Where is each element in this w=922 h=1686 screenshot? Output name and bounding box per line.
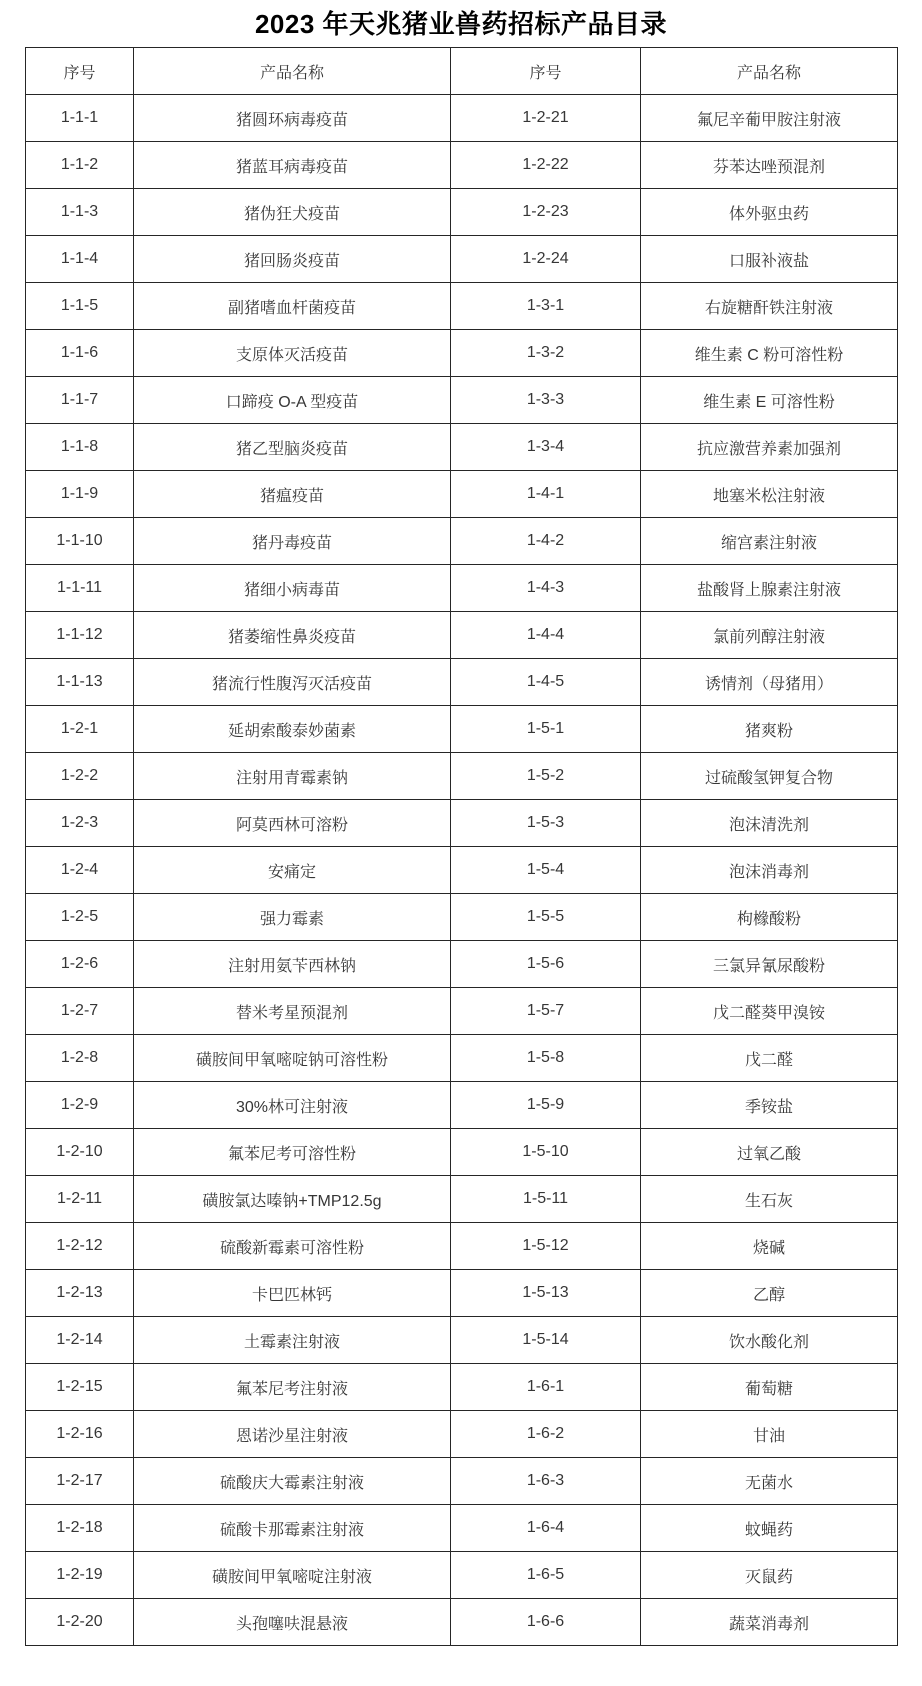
- product-name-cell: 诱情剂（母猪用）: [641, 659, 898, 706]
- serial-cell: 1-1-4: [26, 236, 134, 283]
- serial-cell: 1-3-2: [451, 330, 641, 377]
- product-name-cell: 灭鼠药: [641, 1552, 898, 1599]
- table-row: [26, 1317, 898, 1364]
- serial-cell: 1-1-1: [26, 95, 134, 142]
- table-row: [26, 1364, 898, 1411]
- table-row: [26, 753, 898, 800]
- product-name-cell: 过氧乙酸: [641, 1129, 898, 1176]
- product-name-cell: 替米考星预混剂: [134, 988, 451, 1035]
- serial-cell: 1-1-7: [26, 377, 134, 424]
- serial-cell: 1-2-21: [451, 95, 641, 142]
- product-name-cell: 饮水酸化剂: [641, 1317, 898, 1364]
- table-row: [26, 1129, 898, 1176]
- product-name-cell: 猪细小病毒苗: [134, 565, 451, 612]
- table-row: [26, 283, 898, 330]
- product-name-cell: 猪流行性腹泻灭活疫苗: [134, 659, 451, 706]
- serial-cell: 1-5-14: [451, 1317, 641, 1364]
- serial-cell: 1-1-3: [26, 189, 134, 236]
- table-row: [26, 1270, 898, 1317]
- product-name-cell: 体外驱虫药: [641, 189, 898, 236]
- serial-cell: 1-5-1: [451, 706, 641, 753]
- serial-cell: 1-1-10: [26, 518, 134, 565]
- serial-cell: 1-6-4: [451, 1505, 641, 1552]
- product-name-cell: 三氯异氰尿酸粉: [641, 941, 898, 988]
- serial-cell: 1-2-20: [26, 1599, 134, 1646]
- table-row: [26, 330, 898, 377]
- product-catalog-table: [25, 47, 898, 1646]
- product-name-cell: 蚊蝇药: [641, 1505, 898, 1552]
- serial-cell: 1-2-9: [26, 1082, 134, 1129]
- serial-cell: 1-1-9: [26, 471, 134, 518]
- product-name-cell: 氟尼辛葡甲胺注射液: [641, 95, 898, 142]
- product-name-cell: 地塞米松注射液: [641, 471, 898, 518]
- product-name-cell: 支原体灭活疫苗: [134, 330, 451, 377]
- serial-cell: 1-1-8: [26, 424, 134, 471]
- serial-cell: 1-5-11: [451, 1176, 641, 1223]
- serial-cell: 1-1-11: [26, 565, 134, 612]
- product-name-cell: 猪蓝耳病毒疫苗: [134, 142, 451, 189]
- product-name-cell: 过硫酸氢钾复合物: [641, 753, 898, 800]
- product-name-cell: 氟苯尼考可溶性粉: [134, 1129, 451, 1176]
- product-name-cell: 磺胺间甲氧嘧啶钠可溶性粉: [134, 1035, 451, 1082]
- product-name-cell: 注射用青霉素钠: [134, 753, 451, 800]
- product-name-cell: 氟苯尼考注射液: [134, 1364, 451, 1411]
- product-name-cell: 生石灰: [641, 1176, 898, 1223]
- serial-cell: 1-4-1: [451, 471, 641, 518]
- table-row: [26, 1411, 898, 1458]
- table-row: [26, 189, 898, 236]
- table-row: [26, 236, 898, 283]
- product-name-cell: 磺胺氯达嗪钠+TMP12.5g: [134, 1176, 451, 1223]
- table-row: [26, 1458, 898, 1505]
- table-row: [26, 518, 898, 565]
- serial-cell: 1-2-1: [26, 706, 134, 753]
- serial-cell: 1-2-6: [26, 941, 134, 988]
- product-name-cell: 头孢噻呋混悬液: [134, 1599, 451, 1646]
- serial-cell: 1-3-1: [451, 283, 641, 330]
- product-name-cell: 猪萎缩性鼻炎疫苗: [134, 612, 451, 659]
- product-name-cell: 烧碱: [641, 1223, 898, 1270]
- product-name-cell: 甘油: [641, 1411, 898, 1458]
- serial-cell: 1-5-7: [451, 988, 641, 1035]
- serial-cell: 1-1-13: [26, 659, 134, 706]
- column-header-product-left: 产品名称: [134, 48, 451, 95]
- product-name-cell: 乙醇: [641, 1270, 898, 1317]
- serial-cell: 1-5-9: [451, 1082, 641, 1129]
- product-name-cell: 泡沫清洗剂: [641, 800, 898, 847]
- product-name-cell: 枸橼酸粉: [641, 894, 898, 941]
- column-header-serial-right: 序号: [451, 48, 641, 95]
- product-name-cell: 芬苯达唑预混剂: [641, 142, 898, 189]
- product-name-cell: 盐酸肾上腺素注射液: [641, 565, 898, 612]
- product-name-cell: 戊二醛葵甲溴铵: [641, 988, 898, 1035]
- serial-cell: 1-2-18: [26, 1505, 134, 1552]
- table-row: [26, 612, 898, 659]
- table-row: [26, 1035, 898, 1082]
- table-row: [26, 1599, 898, 1646]
- product-name-cell: 右旋糖酐铁注射液: [641, 283, 898, 330]
- product-name-cell: 注射用氨苄西林钠: [134, 941, 451, 988]
- serial-cell: 1-4-5: [451, 659, 641, 706]
- product-name-cell: 30%林可注射液: [134, 1082, 451, 1129]
- serial-cell: 1-3-4: [451, 424, 641, 471]
- serial-cell: 1-2-12: [26, 1223, 134, 1270]
- product-name-cell: 卡巴匹林钙: [134, 1270, 451, 1317]
- product-name-cell: 磺胺间甲氧嘧啶注射液: [134, 1552, 451, 1599]
- table-row: [26, 1505, 898, 1552]
- serial-cell: 1-5-12: [451, 1223, 641, 1270]
- product-name-cell: 无菌水: [641, 1458, 898, 1505]
- serial-cell: 1-2-22: [451, 142, 641, 189]
- product-name-cell: 延胡索酸泰妙菌素: [134, 706, 451, 753]
- table-row: [26, 377, 898, 424]
- document-page: [0, 9, 922, 1646]
- table-row: [26, 424, 898, 471]
- product-name-cell: 猪回肠炎疫苗: [134, 236, 451, 283]
- serial-cell: 1-5-10: [451, 1129, 641, 1176]
- serial-cell: 1-5-2: [451, 753, 641, 800]
- product-name-cell: 猪丹毒疫苗: [134, 518, 451, 565]
- serial-cell: 1-2-4: [26, 847, 134, 894]
- serial-cell: 1-2-15: [26, 1364, 134, 1411]
- serial-cell: 1-6-3: [451, 1458, 641, 1505]
- product-name-cell: 副猪嗜血杆菌疫苗: [134, 283, 451, 330]
- table-row: [26, 1176, 898, 1223]
- serial-cell: 1-2-3: [26, 800, 134, 847]
- serial-cell: 1-4-4: [451, 612, 641, 659]
- serial-cell: 1-5-6: [451, 941, 641, 988]
- serial-cell: 1-2-11: [26, 1176, 134, 1223]
- serial-cell: 1-5-8: [451, 1035, 641, 1082]
- product-name-cell: 猪爽粉: [641, 706, 898, 753]
- table-row: [26, 941, 898, 988]
- product-name-cell: 猪伪狂犬疫苗: [134, 189, 451, 236]
- serial-cell: 1-6-2: [451, 1411, 641, 1458]
- serial-cell: 1-2-17: [26, 1458, 134, 1505]
- serial-cell: 1-6-6: [451, 1599, 641, 1646]
- product-name-cell: 口服补液盐: [641, 236, 898, 283]
- column-header-product-right: 产品名称: [641, 48, 898, 95]
- product-name-cell: 猪圆环病毒疫苗: [134, 95, 451, 142]
- serial-cell: 1-2-14: [26, 1317, 134, 1364]
- serial-cell: 1-2-19: [26, 1552, 134, 1599]
- serial-cell: 1-2-8: [26, 1035, 134, 1082]
- table-row: [26, 565, 898, 612]
- serial-cell: 1-5-4: [451, 847, 641, 894]
- serial-cell: 1-5-5: [451, 894, 641, 941]
- product-name-cell: 泡沫消毒剂: [641, 847, 898, 894]
- serial-cell: 1-1-5: [26, 283, 134, 330]
- serial-cell: 1-2-24: [451, 236, 641, 283]
- product-name-cell: 阿莫西林可溶粉: [134, 800, 451, 847]
- table-row: [26, 894, 898, 941]
- product-name-cell: 恩诺沙星注射液: [134, 1411, 451, 1458]
- product-name-cell: 猪瘟疫苗: [134, 471, 451, 518]
- table-row: [26, 471, 898, 518]
- serial-cell: 1-6-5: [451, 1552, 641, 1599]
- table-row: [26, 847, 898, 894]
- table-row: [26, 142, 898, 189]
- serial-cell: 1-2-16: [26, 1411, 134, 1458]
- serial-cell: 1-5-13: [451, 1270, 641, 1317]
- serial-cell: 1-1-6: [26, 330, 134, 377]
- product-name-cell: 抗应激营养素加强剂: [641, 424, 898, 471]
- table-body: [26, 95, 898, 1646]
- product-name-cell: 强力霉素: [134, 894, 451, 941]
- product-name-cell: 戊二醛: [641, 1035, 898, 1082]
- product-name-cell: 维生素 E 可溶性粉: [641, 377, 898, 424]
- product-name-cell: 季铵盐: [641, 1082, 898, 1129]
- serial-cell: 1-1-12: [26, 612, 134, 659]
- serial-cell: 1-2-13: [26, 1270, 134, 1317]
- table-row: [26, 1552, 898, 1599]
- serial-cell: 1-4-2: [451, 518, 641, 565]
- serial-cell: 1-2-10: [26, 1129, 134, 1176]
- serial-cell: 1-4-3: [451, 565, 641, 612]
- product-name-cell: 硫酸卡那霉素注射液: [134, 1505, 451, 1552]
- serial-cell: 1-6-1: [451, 1364, 641, 1411]
- table-row: [26, 800, 898, 847]
- product-name-cell: 硫酸庆大霉素注射液: [134, 1458, 451, 1505]
- product-name-cell: 葡萄糖: [641, 1364, 898, 1411]
- product-name-cell: 安痛定: [134, 847, 451, 894]
- product-name-cell: 猪乙型脑炎疫苗: [134, 424, 451, 471]
- serial-cell: 1-1-2: [26, 142, 134, 189]
- serial-cell: 1-2-7: [26, 988, 134, 1035]
- serial-cell: 1-3-3: [451, 377, 641, 424]
- column-header-serial-left: 序号: [26, 48, 134, 95]
- product-name-cell: 硫酸新霉素可溶性粉: [134, 1223, 451, 1270]
- product-name-cell: 缩宫素注射液: [641, 518, 898, 565]
- product-name-cell: 口蹄疫 O-A 型疫苗: [134, 377, 451, 424]
- page-title: 2023 年天兆猪业兽药招标产品目录: [254, 9, 668, 39]
- serial-cell: 1-5-3: [451, 800, 641, 847]
- product-name-cell: 维生素 C 粉可溶性粉: [641, 330, 898, 377]
- table-row: [26, 95, 898, 142]
- table-row: [26, 659, 898, 706]
- table-row: [26, 988, 898, 1035]
- table-header-row: [26, 48, 898, 95]
- serial-cell: 1-2-5: [26, 894, 134, 941]
- table-row: [26, 706, 898, 753]
- table-row: [26, 1082, 898, 1129]
- serial-cell: 1-2-2: [26, 753, 134, 800]
- product-name-cell: 氯前列醇注射液: [641, 612, 898, 659]
- product-name-cell: 蔬菜消毒剂: [641, 1599, 898, 1646]
- product-name-cell: 土霉素注射液: [134, 1317, 451, 1364]
- table-row: [26, 1223, 898, 1270]
- serial-cell: 1-2-23: [451, 189, 641, 236]
